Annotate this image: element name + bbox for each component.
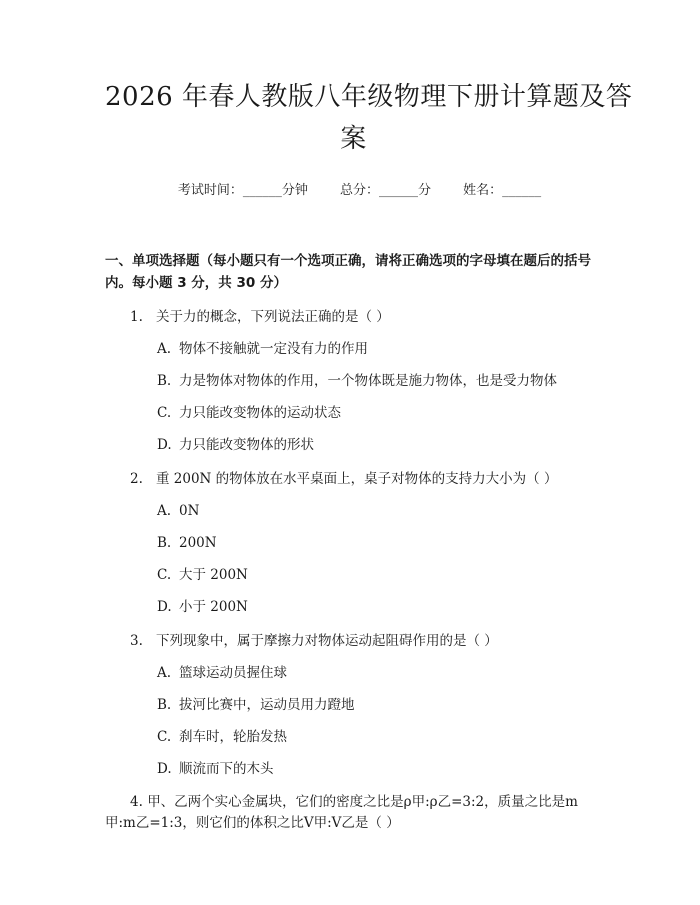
question-number: 2. [130,471,143,487]
title-line-1: 2026 年春人教版八年级物理下册计算题及答 [105,82,633,112]
option-item [105,662,602,684]
exam-time-field: 考试时间：______分钟 [177,183,308,198]
option-label: C. [157,729,172,745]
option-label: D. [157,437,172,453]
question-item [105,306,602,328]
option-label: B. [157,373,172,389]
question-text: 甲、乙两个实心金属块，它们的密度之比是ρ甲:ρ乙=3:2，质量之比是m甲:m乙=1:3，则它们的体积之比V甲:V乙是（ ） [105,794,578,831]
student-name-field: 姓名：______ [463,183,542,198]
question-text: 下列现象中，属于摩擦力对物体运动起阻碍作用的是（ ） [156,633,498,649]
total-score-field: 总分：______分 [339,183,431,198]
option-item [105,434,602,456]
option-text: 拔河比赛中，运动员用力蹬地 [179,697,355,713]
option-text: 小于 200N [179,599,248,615]
option-item [105,726,602,748]
option-text: 力只能改变物体的运动状态 [179,405,341,421]
option-text: 力只能改变物体的形状 [179,437,314,453]
option-label: D. [157,761,172,777]
option-item [105,694,602,716]
option-label: B. [157,535,172,551]
option-item [105,370,602,392]
page-title [105,0,633,160]
option-label: A. [157,503,172,519]
option-item [105,758,602,780]
option-item [105,596,602,618]
option-text: 顺流而下的木头 [179,761,274,777]
option-label: D. [157,599,172,615]
option-text: 物体不接触就一定没有力的作用 [179,341,368,357]
option-label: C. [157,567,172,583]
option-label: B. [157,697,172,713]
option-item [105,338,602,360]
question-item [105,792,602,834]
option-item [105,564,602,586]
question-text: 重 200N 的物体放在水平桌面上，桌子对物体的支持力大小为（ ） [156,471,558,487]
option-text: 力是物体对物体的作用，一个物体既是施力物体，也是受力物体 [179,373,557,389]
option-label: A. [157,665,172,681]
section-heading: 一、单项选择题（每小题只有一个选项正确，请将正确选项的字母填在题后的括号内。每小题 3 分，共 30 分） [105,253,591,291]
option-item [105,402,602,424]
question-number: 3. [130,633,143,649]
option-text: 0N [179,503,200,519]
option-text: 篮球运动员握住球 [179,665,287,681]
question-number: 1. [130,309,143,325]
question-item [105,468,602,490]
title-line-2: 案 [340,124,367,154]
question-number: 4. [130,794,143,810]
option-item [105,500,602,522]
option-item [105,532,602,554]
option-text: 大于 200N [179,567,248,583]
exam-info-line [105,182,602,200]
option-label: A. [157,341,172,357]
option-text: 刹车时，轮胎发热 [179,729,287,745]
question-item [105,630,602,652]
question-text: 关于力的概念，下列说法正确的是（ ） [156,309,390,325]
option-label: C. [157,405,172,421]
option-text: 200N [179,535,217,551]
